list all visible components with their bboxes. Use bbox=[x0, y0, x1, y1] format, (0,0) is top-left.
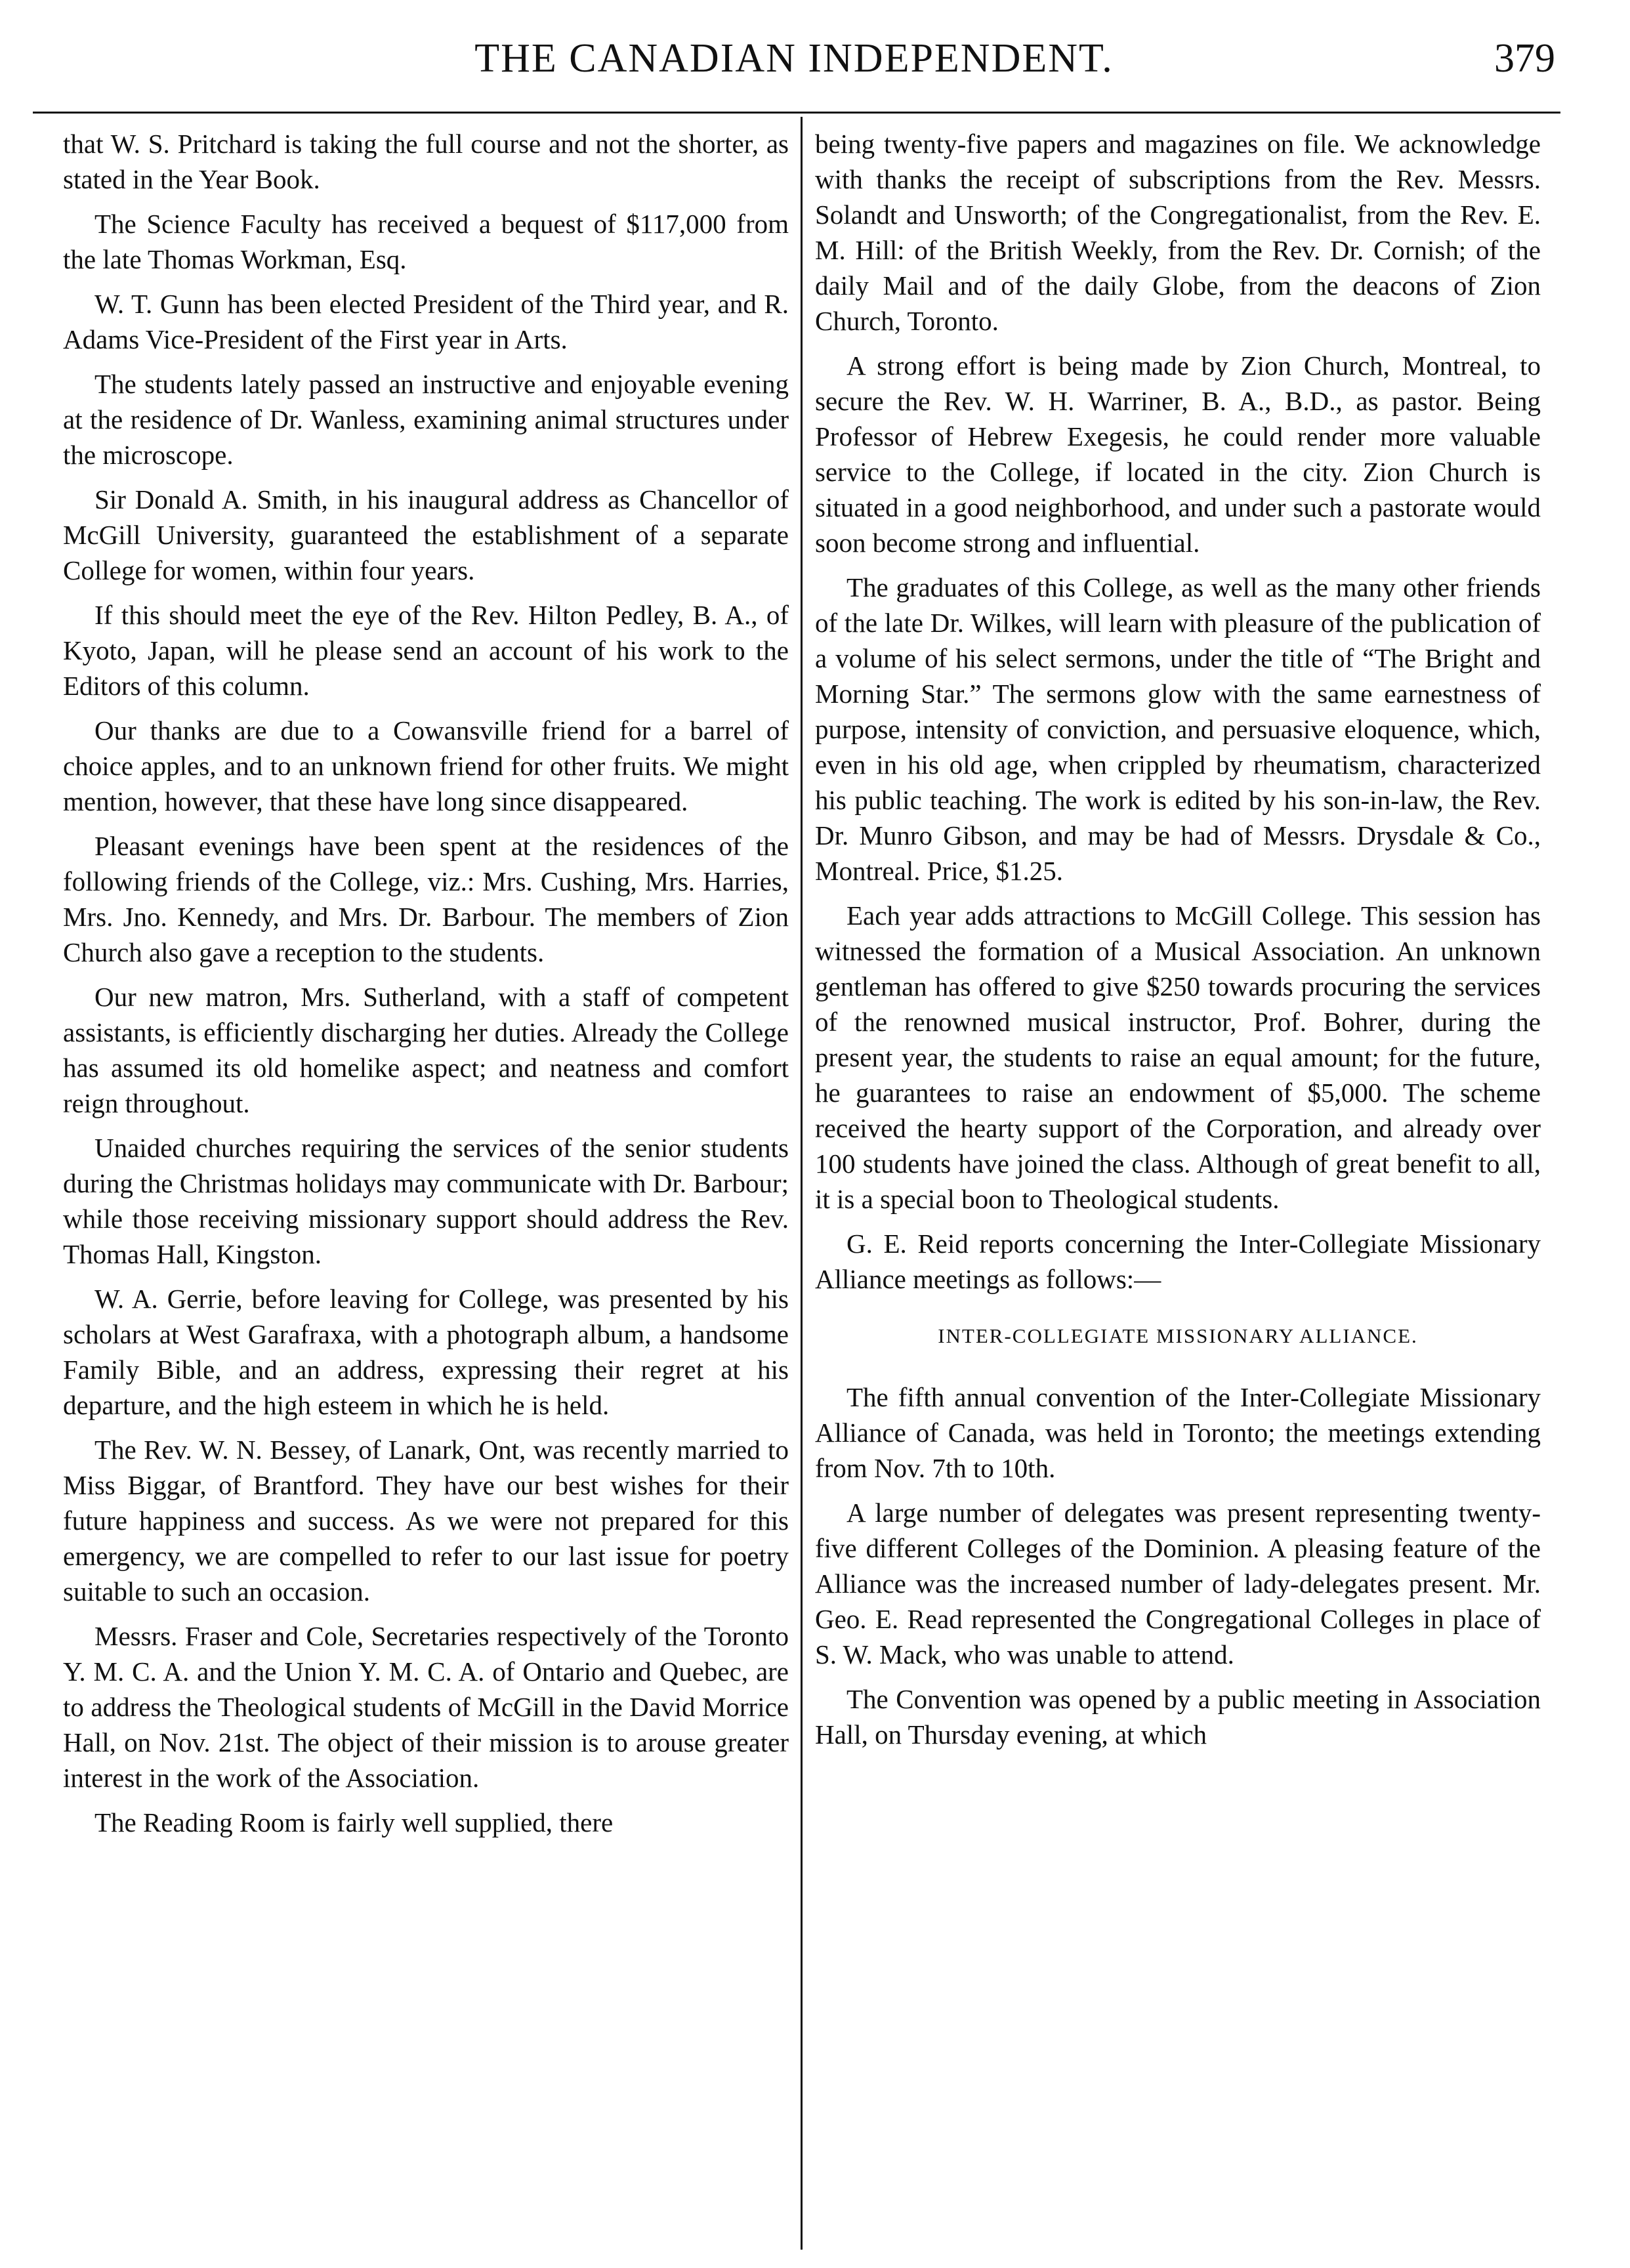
column-divider bbox=[801, 117, 803, 2250]
right-paragraph-5: G. E. Reid reports concerning the Inter-Collegiate Missionary Alliance meetings as follows:— bbox=[815, 1228, 1541, 1294]
left-paragraph-11: W. A. Gerrie, before leaving for College, was presented by his scholars at West Garafraxa, with a photograph album, a handsome Family Bible, and an address, expressing their regret at his departure, and the high esteem in which he is held. bbox=[63, 1284, 789, 1420]
right-paragraph-1: being twenty-five papers and magazines on file. We acknowledge with thanks the receipt of subscriptions from the Rev. Messrs. Solandt and Unsworth; of the Congregationalist, from the Rev. E. M. Hill: of the British Weekly, from the Rev. Dr. Cornish; of the daily Mail and of the daily Globe, from the deacons of Zion Church, Toronto. bbox=[815, 129, 1541, 336]
section-heading: INTER-COLLEGIATE MISSIONARY ALLIANCE. bbox=[938, 1324, 1418, 1347]
page-number: 379 bbox=[1494, 36, 1555, 81]
left-paragraph-1: that W. S. Pritchard is taking the full course and not the shorter, as stated in the Year Book. bbox=[63, 129, 789, 194]
right-paragraph-3: The graduates of this College, as well as the many other friends of the late Dr. Wilkes, will learn with pleasure of the publication of a volume of his select sermons, under the title of “The Bright and Morning Star.” The sermons glow with the same earnestness of purpose, intensity of conviction, and persuasive eloquence, which, even in his old age, when crippled by rheumatism, characterized his public teaching. The work is edited by his son-in-law, the Rev. Dr. Munro Gibson, and may be had of Messrs. Drysdale & Co., Montreal. Price, $1.25. bbox=[815, 572, 1541, 886]
left-paragraph-5: Sir Donald A. Smith, in his inaugural address as Chancellor of McGill University, guaranteed the establishment of a separate College for women, within four years. bbox=[63, 484, 789, 585]
header-rule bbox=[33, 112, 1560, 114]
left-paragraph-6: If this should meet the eye of the Rev. Hilton Pedley, B. A., of Kyoto, Japan, will he please send an account of his work to the Editors of this column. bbox=[63, 600, 789, 701]
right-paragraph-7: A large number of delegates was present representing twenty-five different Colleges of the Dominion. A pleasing feature of the Alliance was the increased number of lady-delegates present. Mr. Geo. E. Read represented the Congregational Colleges in place of S. W. Mack, who was unable to attend. bbox=[815, 1498, 1541, 1670]
left-paragraph-13: Messrs. Fraser and Cole, Secretaries respectively of the Toronto Y. M. C. A. and the Union Y. M. C. A. of Ontario and Quebec, are to address the Theological students of McGill in the David Morrice Hall, on Nov. 21st. The object of their mission is to arouse greater interest in the work of the Association. bbox=[63, 1621, 789, 1793]
left-paragraph-8: Pleasant evenings have been spent at the residences of the following friends of the College, viz.: Mrs. Cushing, Mrs. Harries, Mrs. Jno. Kennedy, and Mrs. Dr. Barbour. The members of Zion Church also gave a reception to the students. bbox=[63, 831, 789, 967]
left-paragraph-9: Our new matron, Mrs. Sutherland, with a staff of competent assistants, is efficiently discharging her duties. Already the College has assumed its old homelike aspect; and neatness and comfort reign throughout. bbox=[63, 982, 789, 1118]
left-paragraph-4: The students lately passed an instructive and enjoyable evening at the residence of Dr. Wanless, examining animal structures under the microscope. bbox=[63, 369, 789, 470]
left-paragraph-3: W. T. Gunn has been elected President of the Third year, and R. Adams Vice-President of the First year in Arts. bbox=[63, 289, 789, 354]
right-paragraph-6: The fifth annual convention of the Inter-Collegiate Missionary Alliance of Canada, was held in Toronto; the meetings extending from Nov. 7th to 10th. bbox=[815, 1382, 1541, 1483]
left-paragraph-14: The Reading Room is fairly well supplied, there bbox=[94, 1807, 614, 1838]
right-column bbox=[815, 126, 1541, 2252]
left-column bbox=[63, 126, 789, 2252]
right-paragraph-2: A strong effort is being made by Zion Church, Montreal, to secure the Rev. W. H. Warriner, B. A., B.D., as pastor. Being Professor of Hebrew Exegesis, he could render more valuable service to the College, if located in the city. Zion Church is situated in a good neighborhood, and under such a pastorate would soon become strong and influential. bbox=[815, 350, 1541, 558]
left-paragraph-12: The Rev. W. N. Bessey, of Lanark, Ont, was recently married to Miss Biggar, of Brantford. They have our best wishes for their future happiness and success. As we were not prepared for this emergency, we are compelled to refer to our last issue for poetry suitable to such an occasion. bbox=[63, 1435, 789, 1606]
right-paragraph-4: Each year adds attractions to McGill College. This session has witnessed the formation of a Musical Association. An unknown gentleman has offered to give $250 towards procuring the services of the renowned musical instructor, Prof. Bohrer, during the present year, the students to raise an equal amount; for the future, he guarantees to raise an endowment of $5,000. The scheme received the hearty support of the Corporation, and already over 100 students have joined the class. Although of great benefit to all, it is a special boon to Theological students. bbox=[815, 900, 1541, 1214]
left-paragraph-7: Our thanks are due to a Cowansville friend for a barrel of choice apples, and to an unknown friend for other fruits. We might mention, however, that these have long since disappeared. bbox=[63, 715, 789, 816]
left-paragraph-2: The Science Faculty has received a bequest of $117,000 from the late Thomas Workman, Esq. bbox=[63, 209, 789, 274]
right-paragraph-8: The Convention was opened by a public meeting in Association Hall, on Thursday evening, at which bbox=[815, 1684, 1541, 1750]
publication-title: THE CANADIAN INDEPENDENT. bbox=[474, 36, 1114, 81]
running-head bbox=[33, 38, 1555, 110]
left-paragraph-10: Unaided churches requiring the services of the senior students during the Christmas holidays may communicate with Dr. Barbour; while those receiving missionary support should address the Rev. Thomas Hall, Kingston. bbox=[63, 1133, 789, 1269]
